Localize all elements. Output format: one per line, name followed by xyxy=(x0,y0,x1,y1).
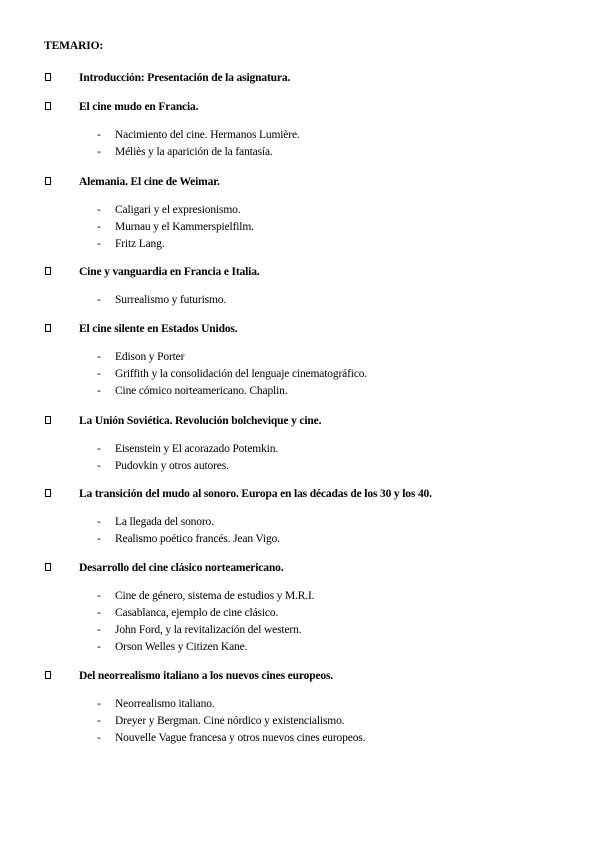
list-item-text: Realismo poético francés. Jean Vigo. xyxy=(115,533,280,545)
page-title: TEMARIO: xyxy=(44,40,104,52)
dash-bullet-icon: - xyxy=(97,715,101,727)
list-item xyxy=(0,238,600,255)
dash-bullet-icon: - xyxy=(97,368,101,380)
dash-bullet-icon: - xyxy=(97,146,101,158)
list-item-text: Eisenstein y El acorazado Potemkin. xyxy=(115,443,279,455)
list-item-text: Neorrealismo italiano. xyxy=(115,698,215,710)
dash-bullet-icon: - xyxy=(97,351,101,363)
dash-bullet-icon: - xyxy=(97,533,101,545)
list-item xyxy=(0,443,600,460)
list-item xyxy=(0,698,600,715)
list-item-text: Orson Welles y Citizen Kane. xyxy=(115,641,248,653)
list-item-text: La llegada del sonoro. xyxy=(115,516,214,528)
square-bullet-icon xyxy=(45,267,51,275)
dash-bullet-icon: - xyxy=(97,698,101,710)
dash-bullet-icon: - xyxy=(97,732,101,744)
list-item xyxy=(0,204,600,221)
list-item-text: Nacimiento del cine. Hermanos Lumière. xyxy=(115,129,300,141)
dash-bullet-icon: - xyxy=(97,385,101,397)
list-item xyxy=(0,146,600,163)
list-item-text: Nouvelle Vague francesa y otros nuevos cines europeos. xyxy=(115,732,366,744)
section-heading: Del neorrealismo italiano a los nuevos cines europeos. xyxy=(79,670,334,682)
list-item xyxy=(0,129,600,146)
list-item xyxy=(0,351,600,368)
dash-bullet-icon: - xyxy=(97,624,101,636)
list-item-text: Fritz Lang. xyxy=(115,238,165,250)
section-heading: El cine mudo en Francia. xyxy=(79,101,199,113)
dash-bullet-icon: - xyxy=(97,607,101,619)
dash-bullet-icon: - xyxy=(97,238,101,250)
list-item xyxy=(0,368,600,385)
section-items xyxy=(0,698,600,749)
list-item-text: Surrealismo y futurismo. xyxy=(115,294,227,306)
square-bullet-icon xyxy=(45,416,51,424)
list-item xyxy=(0,221,600,238)
square-bullet-icon xyxy=(45,324,51,332)
list-item-text: John Ford, y la revitalización del western. xyxy=(115,624,302,636)
list-item xyxy=(0,641,600,658)
list-item-text: Méliès y la aparición de la fantasía. xyxy=(115,146,273,158)
square-bullet-icon xyxy=(45,489,51,497)
list-item xyxy=(0,624,600,641)
section-heading: Cine y vanguardia en Francia e Italia. xyxy=(79,266,260,278)
square-bullet-icon xyxy=(45,73,51,81)
list-item xyxy=(0,460,600,477)
square-bullet-icon xyxy=(45,563,51,571)
section-items xyxy=(0,516,600,550)
list-item xyxy=(0,516,600,533)
dash-bullet-icon: - xyxy=(97,641,101,653)
dash-bullet-icon: - xyxy=(97,204,101,216)
dash-bullet-icon: - xyxy=(97,294,101,306)
square-bullet-icon xyxy=(45,102,51,110)
dash-bullet-icon: - xyxy=(97,443,101,455)
section-heading: La transición del mudo al sonoro. Europa en las décadas de los 30 y los 40. xyxy=(79,488,432,500)
section-items xyxy=(0,590,600,658)
list-item-text: Cine cómico norteamericano. Chaplin. xyxy=(115,385,288,397)
list-item-text: Casablanca, ejemplo de cine clásico. xyxy=(115,607,279,619)
list-item xyxy=(0,294,600,311)
list-item xyxy=(0,590,600,607)
square-bullet-icon xyxy=(45,177,51,185)
dash-bullet-icon: - xyxy=(97,590,101,602)
list-item-text: Pudovkin y otros autores. xyxy=(115,460,229,472)
dash-bullet-icon: - xyxy=(97,221,101,233)
list-item xyxy=(0,715,600,732)
section-heading: Desarrollo del cine clásico norteamericano. xyxy=(79,562,284,574)
list-item-text: Cine de género, sistema de estudios y M.R.I. xyxy=(115,590,315,602)
section-items xyxy=(0,443,600,477)
section-items xyxy=(0,129,600,163)
dash-bullet-icon: - xyxy=(97,460,101,472)
section-items xyxy=(0,294,600,311)
square-bullet-icon xyxy=(45,671,51,679)
section-heading: Alemania. El cine de Weimar. xyxy=(79,176,220,188)
dash-bullet-icon: - xyxy=(97,516,101,528)
list-item-text: Dreyer y Bergman. Cine nórdico y existencialismo. xyxy=(115,715,345,727)
dash-bullet-icon: - xyxy=(97,129,101,141)
list-item-text: Griffith y la consolidación del lenguaje cinematográfico. xyxy=(115,368,368,380)
section-heading: Introducción: Presentación de la asignatura. xyxy=(79,72,291,84)
section-heading: La Unión Soviética. Revolución bolchevique y cine. xyxy=(79,415,322,427)
list-item xyxy=(0,607,600,624)
list-item xyxy=(0,533,600,550)
list-item-text: Caligari y el expresionismo. xyxy=(115,204,241,216)
section-items xyxy=(0,204,600,255)
section-heading: El cine silente en Estados Unidos. xyxy=(79,323,238,335)
section-items xyxy=(0,351,600,402)
list-item xyxy=(0,732,600,749)
list-item-text: Murnau y el Kammerspielfilm. xyxy=(115,221,254,233)
list-item-text: Edison y Porter xyxy=(115,351,185,363)
list-item xyxy=(0,385,600,402)
